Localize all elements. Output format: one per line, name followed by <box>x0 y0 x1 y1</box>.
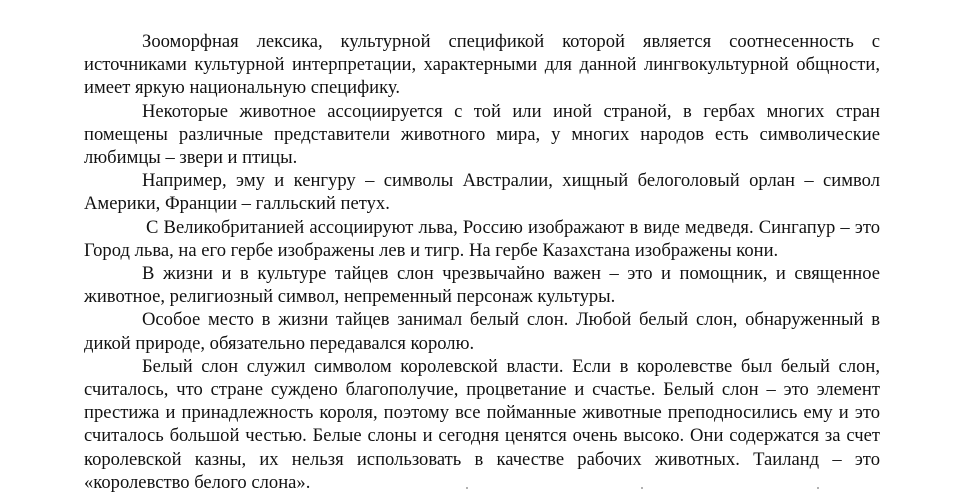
paragraph-animal-associations: Некоторые животное ассоциируется с той или иной страной, в гербах многих стран помещены различные представители животного мира, у многих народов есть символические любимцы – звери и птицы. <box>84 100 880 169</box>
paragraph-zoomorphic-lexicon: Зооморфная лексика, культурной спецификой которой является соотнесенность с источниками культурной интерпретации, характерными для данной лингвокультурной общности, имеет яркую национальную специфику. <box>84 31 880 99</box>
paragraph-thai-elephant: В жизни и в культуре тайцев слон чрезвычайно важен – это и помощник, и священное животное, религиозный символ, непременный персонаж культуры. <box>84 263 880 308</box>
next-page-edge <box>0 484 960 490</box>
scan-speck <box>641 487 643 489</box>
document-page <box>84 30 880 494</box>
paragraph-royal-symbol: Белый слон служил символом королевской власти. Если в королевстве был белый слон, считалось, что стране суждено благополучие, процветание и счастье. Белый слон – это элемент престижа и принадлежность короля, поэтому все пойманные животные преподносились ему и это считалось большой честью. Белые слоны и сегодня ценятся очень высоко. Они содержатся за счет королевской казны, их нельзя использовать в качестве рабочих животных. Таиланд – это «королевство белого слона». <box>84 355 880 493</box>
paragraph-national-symbols: Например, эму и кенгуру – символы Австралии, хищный белоголовый орлан – символ Америки, Франции – галльский петух. <box>84 170 880 215</box>
scan-speck <box>466 487 468 489</box>
paragraph-white-elephant: Особое место в жизни тайцев занимал белый слон. Любой белый слон, обнаруженный в дикой природе, обязательно передавался королю. <box>84 309 880 354</box>
paragraph-coats-of-arms: С Великобританией ассоциируют льва, Россию изображают в виде медведя. Сингапур – это Город льва, на его гербе изображены лев и тигр. На гербе Казахстана изображены кони. <box>84 216 880 261</box>
scan-speck <box>817 487 819 489</box>
